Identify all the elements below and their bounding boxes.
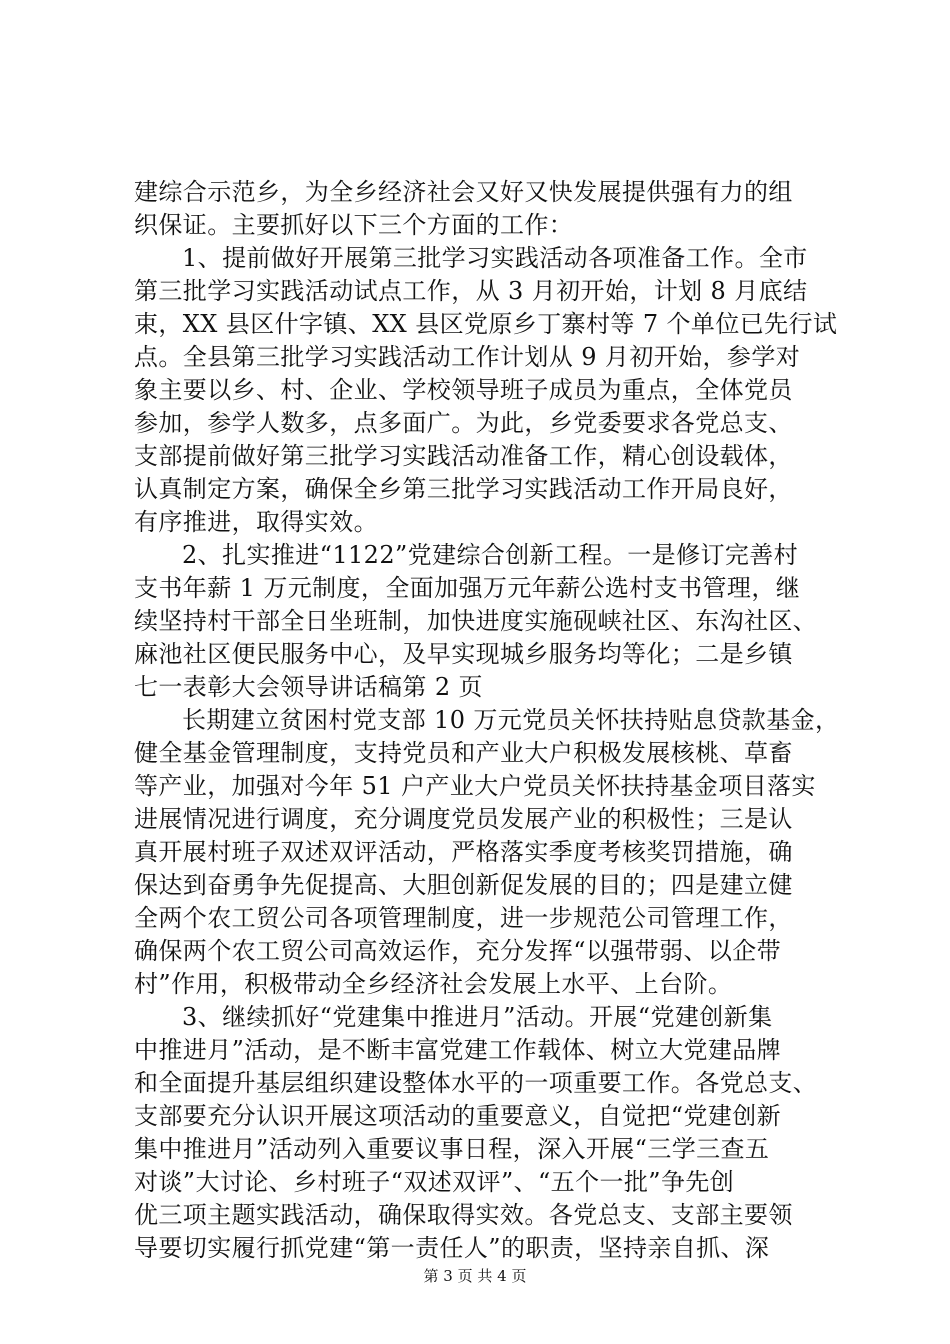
text-line: 点。全县第三批学习实践活动工作计划从 9 月初开始，参学对 — [134, 343, 801, 371]
text-line: 续坚持村干部全日坐班制，加快进度实施砚峡社区、东沟社区、 — [134, 607, 818, 635]
text-line: 有序推进，取得实效。 — [134, 508, 378, 536]
document-body — [134, 176, 840, 1265]
text-line: 象主要以乡、村、企业、学校领导班子成员为重点，全体党员 — [134, 376, 793, 404]
text-line: 支书年薪 1 万元制度，全面加强万元年薪公选村支书管理，继 — [134, 574, 801, 602]
text-line: 中推进月”活动，是不断丰富党建工作载体、树立大党建品牌 — [134, 1036, 782, 1064]
text-line: 真开展村班子双述双评活动，严格落实季度考核奖罚措施，确 — [134, 838, 793, 866]
text-line: 2、扎实推进“1122”党建综合创新工程。一是修订完善村 — [182, 541, 799, 569]
text-line: 保达到奋勇争先促提高、大胆创新促发展的目的；四是建立健 — [134, 871, 793, 899]
text-line: 3、继续抓好“党建集中推进月”活动。开展“党建创新集 — [182, 1003, 773, 1031]
text-line: 麻池社区便民服务中心，及早实现城乡服务均等化；二是乡镇 — [134, 640, 793, 668]
text-line: 束，XX 县区什字镇、XX 县区党原乡丁寨村等 7 个单位已先行试 — [134, 310, 838, 338]
text-line: 全两个农工贸公司各项管理制度，进一步规范公司管理工作， — [134, 904, 793, 932]
text-line: 集中推进月”活动列入重要议事日程，深入开展“三学三查五 — [134, 1135, 770, 1163]
text-line: 支部提前做好第三批学习实践活动准备工作，精心创设载体， — [134, 442, 793, 470]
text-line: 进展情况进行调度，充分调度党员发展产业的积极性；三是认 — [134, 805, 793, 833]
page-footer: 第 3 页 共 4 页 — [423, 1267, 527, 1285]
text-line: 建综合示范乡，为全乡经济社会又好又快发展提供强有力的组 — [134, 178, 793, 206]
text-line: 长期建立贫困村党支部 10 万元党员关怀扶持贴息贷款基金， — [182, 706, 840, 734]
text-line: 第三批学习实践活动试点工作，从 3 月初开始，计划 8 月底结 — [134, 277, 808, 305]
text-line: 七一表彰大会领导讲话稿第 2 页 — [134, 673, 483, 701]
text-line: 村”作用，积极带动全乡经济社会发展上水平、上台阶。 — [134, 970, 733, 998]
text-line: 支部要充分认识开展这项活动的重要意义，自觉把“党建创新 — [134, 1102, 782, 1130]
text-line: 等产业，加强对今年 51 户产业大户党员关怀扶持基金项目落实 — [134, 772, 816, 800]
text-line: 认真制定方案，确保全乡第三批学习实践活动工作开局良好， — [134, 475, 793, 503]
text-line: 导要切实履行抓党建“第一责任人”的职责，坚持亲自抓、深 — [134, 1234, 770, 1262]
text-line: 对谈”大讨论、乡村班子“双述双评”、“五个一批”争先创 — [134, 1168, 735, 1196]
text-line: 和全面提升基层组织建设整体水平的一项重要工作。各党总支、 — [134, 1069, 818, 1097]
text-line: 优三项主题实践活动，确保取得实效。各党总支、支部主要领 — [134, 1201, 793, 1229]
text-line: 参加，参学人数多，点多面广。为此，乡党委要求各党总支、 — [134, 409, 793, 437]
text-line: 健全基金管理制度，支持党员和产业大户积极发展核桃、草畜 — [134, 739, 793, 767]
text-line: 1、提前做好开展第三批学习实践活动各项准备工作。全市 — [182, 244, 808, 272]
text-line: 织保证。主要抓好以下三个方面的工作： — [134, 211, 574, 239]
text-line: 确保两个农工贸公司高效运作，充分发挥“以强带弱、以企带 — [134, 937, 782, 965]
